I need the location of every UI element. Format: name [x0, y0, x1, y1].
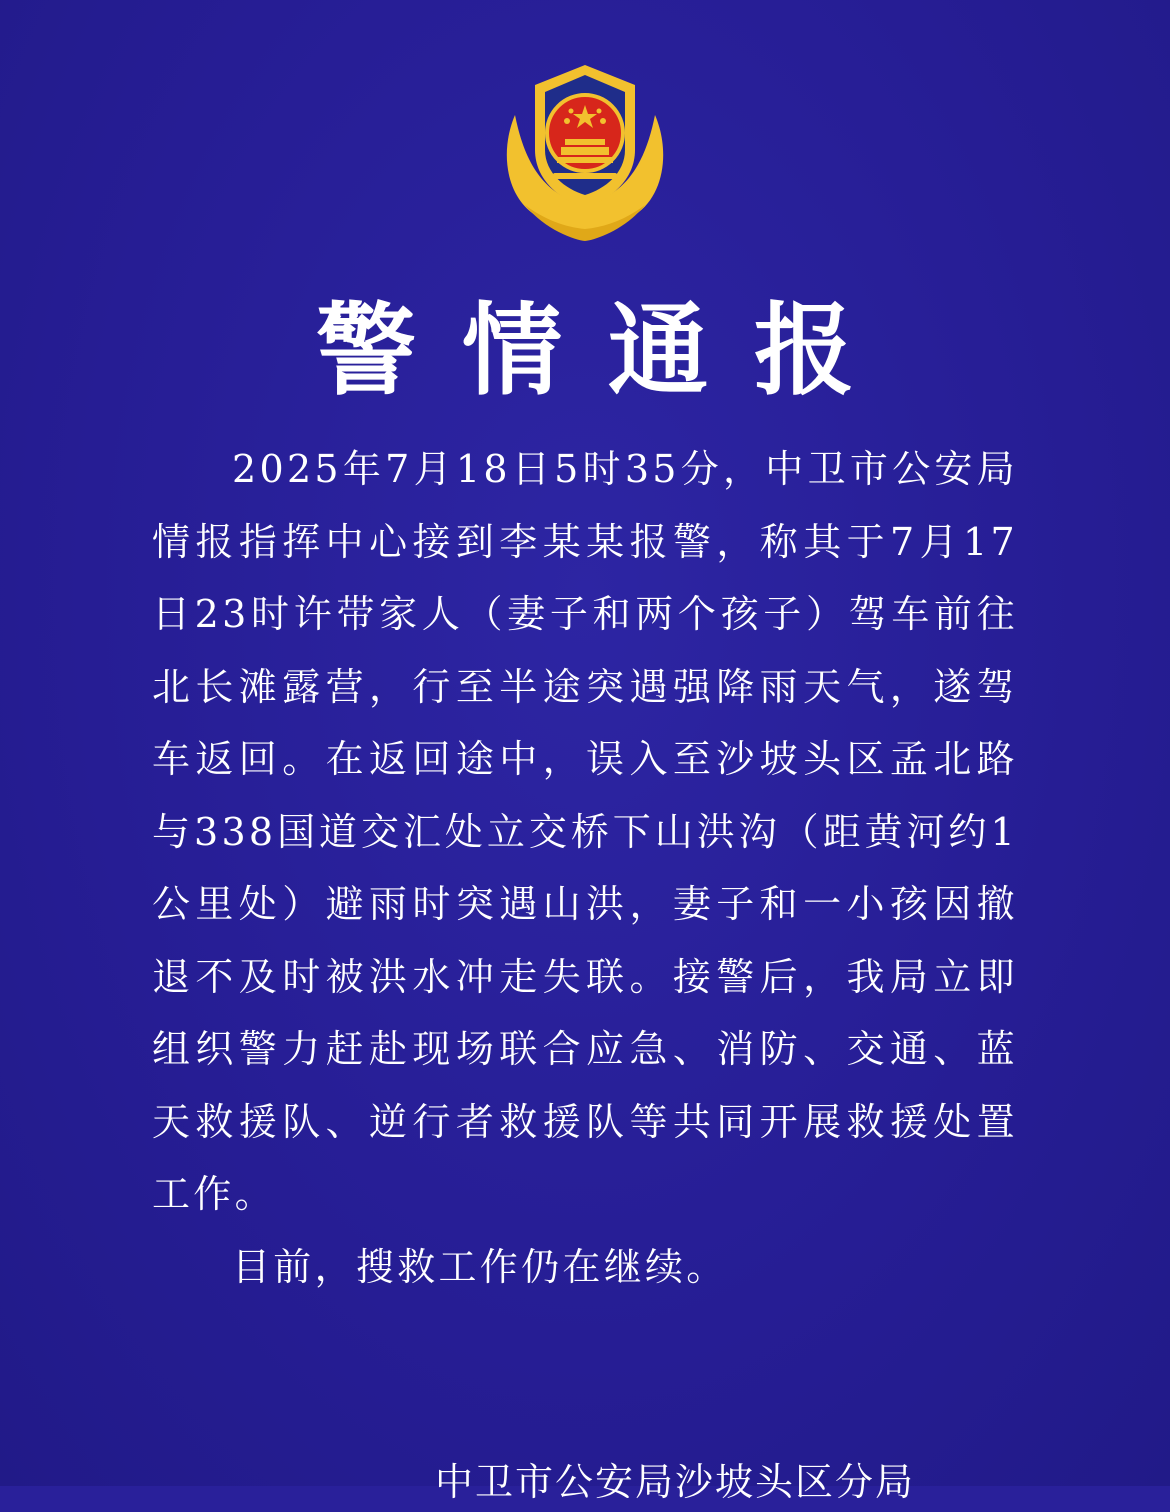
notice-body — [152, 433, 1018, 1303]
notice-paragraph: 目前，搜救工作仍在继续。 — [232, 1244, 728, 1289]
police-badge-icon — [495, 55, 675, 245]
notice-title: 警情通报 — [316, 291, 900, 409]
issuer-signature: 中卫市公安局沙坡头区分局 — [435, 1460, 916, 1504]
notice-paragraph: 2025年7月18日5时35分，中卫市公安局情报指挥中心接到李某某报警，称其于7月17日23时许带家人（妻子和两个孩子）驾车前往北长滩露营，行至半途突遇强降雨天气，遂驾车返回。在返回途中，误入至沙坡头区孟北路与338国道交汇处立交桥下山洪沟（距黄河约1公里处）避雨时突遇山洪，妻子和一小孩因撤退不及时被洪水冲走失联。接警后，我局立即组织警力赶赴现场联合应急、消防、交通、蓝天救援队、逆行者救援队等共同开展救援处置工作。 — [152, 447, 1018, 1216]
